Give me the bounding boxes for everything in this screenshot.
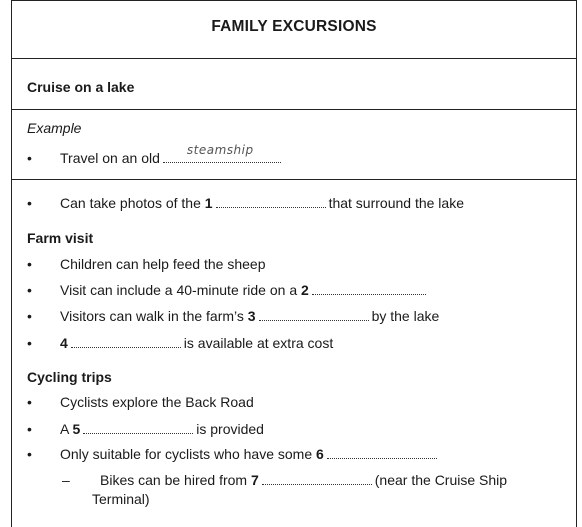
cruise-item-1 <box>27 195 464 211</box>
cycling-sub-item-continued <box>92 491 150 507</box>
top-rule <box>11 0 577 1</box>
item-text: Only suitable for cyclists who have some <box>60 446 313 462</box>
title-rule <box>11 58 577 59</box>
bullet-icon: • <box>27 256 32 272</box>
item-text: Bikes can be hired from <box>100 472 248 488</box>
example-text: Travel on an old <box>60 150 160 166</box>
bullet-icon: • <box>27 282 32 298</box>
question-number: 7 <box>250 472 259 488</box>
farm-item-2 <box>27 282 429 298</box>
cruise-heading: Cruise on a lake <box>27 79 135 95</box>
question-number: 5 <box>72 421 81 437</box>
item-text: by the lake <box>371 308 440 324</box>
item-text: Visit can include a 40-minute ride on a <box>60 282 298 298</box>
example-answer: steamship <box>186 143 254 157</box>
item-text: Children can help feed the sheep <box>60 256 266 272</box>
cycling-sub-item <box>27 472 507 488</box>
farm-heading: Farm visit <box>27 230 94 246</box>
example-label: Example <box>27 120 82 136</box>
bullet-icon: • <box>27 195 32 211</box>
item-text: that surround the lake <box>328 195 464 211</box>
answer-blank-5[interactable] <box>83 423 193 434</box>
item-text: (near the Cruise Ship <box>374 472 508 488</box>
question-number: 3 <box>247 308 256 324</box>
item-text: Visitors can walk in the farm’s <box>60 308 244 324</box>
example-rule <box>11 179 577 180</box>
answer-blank-7[interactable] <box>262 474 372 485</box>
item-text: Can take photos of the <box>60 195 201 211</box>
cycling-heading: Cycling trips <box>27 369 112 385</box>
bullet-icon: • <box>27 335 32 351</box>
answer-blank-3[interactable] <box>259 310 369 321</box>
cycling-item-2 <box>27 421 264 437</box>
question-number: 2 <box>301 282 309 298</box>
farm-item-1 <box>27 256 265 272</box>
bullet-icon: • <box>27 421 32 437</box>
answer-blank-1[interactable] <box>216 197 326 208</box>
farm-item-4 <box>27 335 333 351</box>
item-text: is provided <box>196 421 264 437</box>
answer-blank-6[interactable] <box>327 448 437 459</box>
example-answer-blank <box>163 143 281 163</box>
question-number: 1 <box>204 195 213 211</box>
bullet-icon: • <box>27 446 32 462</box>
bullet-icon: • <box>27 150 32 166</box>
bullet-icon: • <box>27 394 32 410</box>
item-text: is available at extra cost <box>183 335 334 351</box>
dash-icon: – <box>62 472 70 488</box>
question-number: 6 <box>316 446 324 462</box>
question-number: 4 <box>60 335 68 351</box>
farm-item-3 <box>27 308 439 324</box>
bullet-icon: • <box>27 308 32 324</box>
example-row <box>27 143 281 166</box>
item-text: Cyclists explore the Back Road <box>60 394 254 410</box>
cruise-rule <box>11 109 577 110</box>
page-title: FAMILY EXCURSIONS <box>211 18 377 35</box>
item-text: A <box>60 421 69 437</box>
answer-blank-4[interactable] <box>71 337 181 348</box>
cycling-item-1 <box>27 394 254 410</box>
item-text: Terminal) <box>92 491 150 507</box>
answer-blank-2[interactable] <box>312 284 426 295</box>
cycling-item-3 <box>27 446 440 462</box>
